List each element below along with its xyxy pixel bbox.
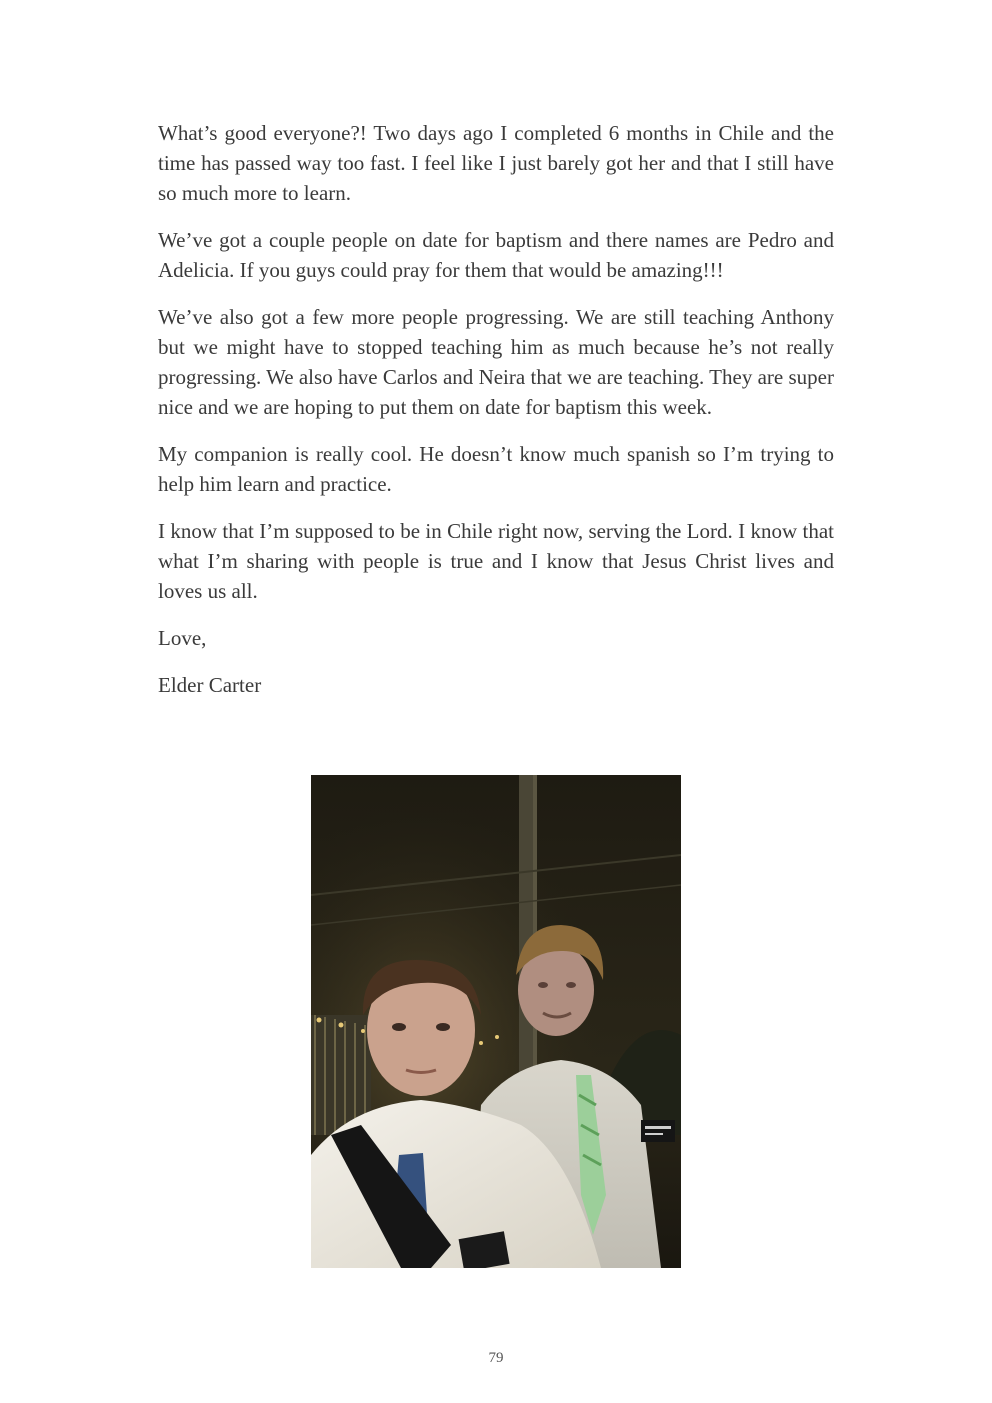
page-number: 79 [488,1350,504,1366]
paragraph-2: We’ve got a couple people on date for baptism and there names are Pedro and Adelicia. If you guys could pray for them that would be amazing!!! [158,228,834,282]
paragraph-3: We’ve also got a few more people progressing. We are still teaching Anthony but we might have to stopped teaching him as much because he’s not really progressing. We also have Carlos and Neira that we are teaching. They are super nice and we are hoping to put them on date for baptism this week. [158,305,834,419]
closing-line: Love, [158,626,207,650]
paragraph-4: My companion is really cool. He doesn’t know much spanish so I’m trying to help him learn and practice. [158,442,834,496]
letter-body [158,118,834,717]
signature: Elder Carter [158,673,262,697]
selfie-photo [311,775,681,1268]
paragraph-1: What’s good everyone?! Two days ago I completed 6 months in Chile and the time has passed way too fast. I feel like I just barely got her and that I still have so much more to learn. [158,121,834,205]
paragraph-5: I know that I’m supposed to be in Chile right now, serving the Lord. I know that what I’m sharing with people is true and I know that Jesus Christ lives and loves us all. [158,519,834,603]
